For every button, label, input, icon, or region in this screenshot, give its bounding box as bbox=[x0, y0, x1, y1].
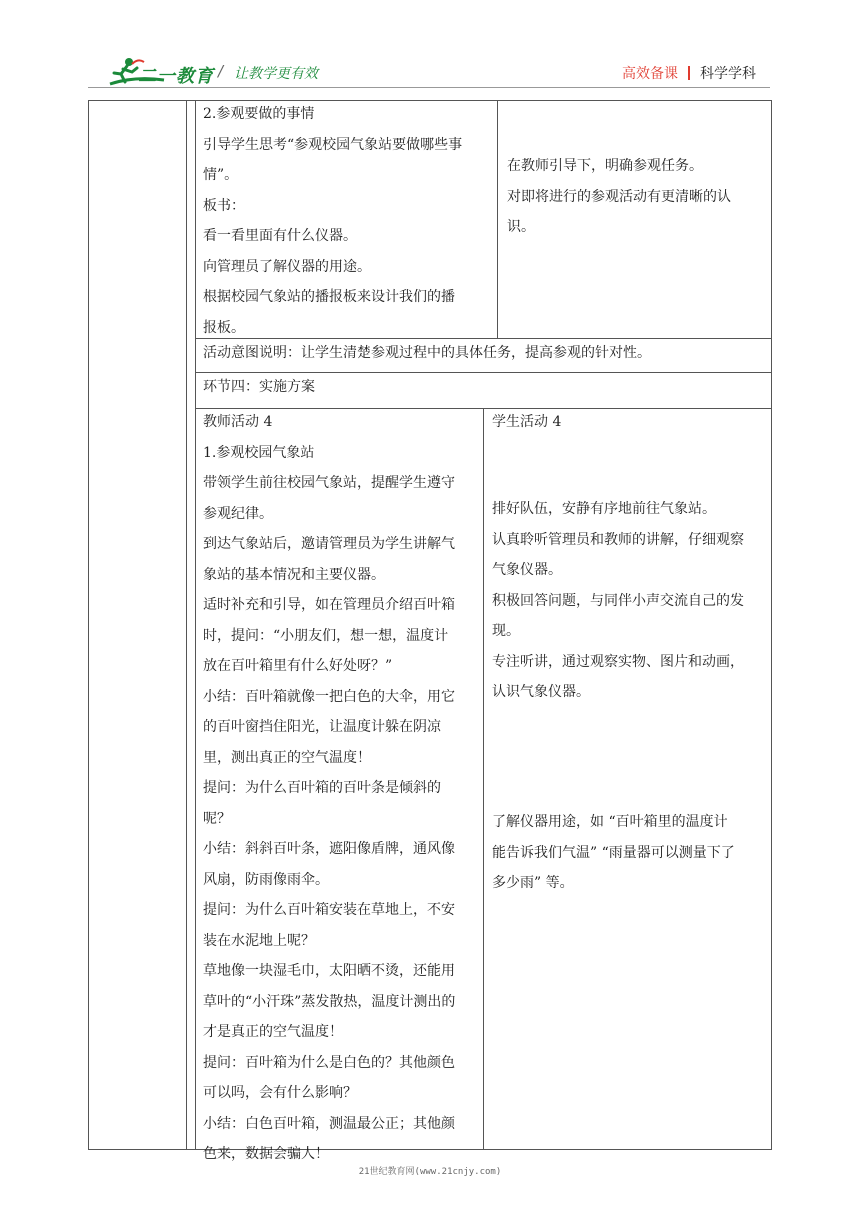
text-line: 引导学生思考“参观校园气象站要做哪些事 bbox=[203, 136, 463, 153]
text-line: 带领学生前往校园气象站，提醒学生遵守 bbox=[203, 475, 455, 491]
block2-student-cell-b bbox=[492, 807, 768, 899]
header-right bbox=[622, 63, 756, 83]
text-line: 小结：白色百叶箱，测温最公正；其他颜 bbox=[203, 1115, 455, 1132]
text-line: 教师活动 4 bbox=[203, 414, 273, 430]
text-line: 才是真正的空气温度！ bbox=[203, 1024, 343, 1040]
text-line: 提问：百叶箱为什么是白色的？其他颜色 bbox=[203, 1054, 455, 1071]
text-line: 放在百叶箱里有什么好处呀？” bbox=[203, 658, 393, 674]
text-line: 小结：百叶箱就像一把白色的大伞，用它 bbox=[203, 688, 455, 705]
block2-col-divider bbox=[483, 408, 484, 1150]
text-line: 情”。 bbox=[203, 167, 239, 183]
text-line: 多少雨” 等。 bbox=[492, 875, 574, 891]
text-line: 看一看里面有什么仪器。 bbox=[203, 228, 357, 244]
block2-student-cell-a bbox=[492, 494, 768, 708]
text-line: 在教师引导下，明确参观任务。 bbox=[507, 158, 703, 174]
text-line: 适时补充和引导，如在管理员介绍百叶箱 bbox=[203, 597, 455, 613]
text-line: 提问：为什么百叶箱安装在草地上，不安 bbox=[203, 902, 455, 918]
block2-teacher-cell bbox=[203, 407, 481, 1170]
text-line: 根据校园气象站的播报板来设计我们的播 bbox=[203, 289, 455, 305]
text-line: 2.参观要做的事情 bbox=[203, 106, 315, 122]
text-line: 排好队伍，安静有序地前往气象站。 bbox=[492, 501, 716, 517]
table-col-divider-2 bbox=[195, 100, 196, 1150]
text-line: 色来，数据会骗人！ bbox=[203, 1146, 329, 1162]
text-line: 到达气象站后，邀请管理员为学生讲解气 bbox=[203, 536, 455, 552]
text-line: 的百叶窗挡住阳光，让温度计躲在阴凉 bbox=[203, 719, 441, 735]
stage-heading bbox=[203, 372, 769, 403]
block1-col-divider bbox=[497, 100, 498, 338]
text-line: 时，提问：“小朋友们，想一想，温度计 bbox=[203, 627, 449, 644]
text-line: 了解仪器用途，如 “百叶箱里的温度计 bbox=[492, 814, 728, 830]
header-category: 高效备课 bbox=[622, 66, 678, 82]
table-col-divider-1 bbox=[186, 100, 187, 1150]
text-line: 报板。 bbox=[203, 319, 245, 336]
page-header bbox=[0, 0, 860, 96]
text-line: 认真聆听管理员和教师的讲解，仔细观察 bbox=[492, 531, 744, 548]
table-border-right bbox=[771, 100, 772, 1150]
page-footer: 21世纪教育网(www.21cnjy.com) bbox=[358, 1167, 502, 1177]
block1-student-cell bbox=[507, 151, 769, 243]
text-line: 小结：斜斜百叶条，遮阳像盾牌，通风像 bbox=[203, 841, 455, 857]
intent-text: 活动意图说明：让学生清楚参观过程中的具体任务，提高参观的针对性。 bbox=[203, 345, 651, 361]
text-line: 参观纪律。 bbox=[203, 505, 273, 522]
text-line: 积极回答问题，与同伴小声交流自己的发 bbox=[492, 592, 744, 609]
text-line: 风扇，防雨像雨伞。 bbox=[203, 871, 329, 888]
header-divider bbox=[688, 66, 690, 80]
student-activity-heading: 学生活动 4 bbox=[492, 414, 562, 430]
text-line: 能告诉我们气温” “雨量器可以测量下了 bbox=[492, 844, 735, 861]
text-line: 气象仪器。 bbox=[492, 562, 562, 578]
text-line: 对即将进行的参观活动有更清晰的认 bbox=[507, 188, 731, 205]
stage-text: 环节四：实施方案 bbox=[203, 379, 315, 395]
text-line: 里，测出真正的空气温度！ bbox=[203, 749, 371, 766]
text-line: 识。 bbox=[507, 219, 535, 235]
text-line: 向管理员了解仪器的用途。 bbox=[203, 258, 371, 275]
text-line: 现。 bbox=[492, 623, 520, 639]
table-border-left bbox=[88, 100, 89, 1150]
text-line: 象站的基本情况和主要仪器。 bbox=[203, 566, 385, 583]
activity-intent bbox=[203, 338, 769, 369]
text-line: 专注听讲，通过观察实物、图片和动画， bbox=[492, 653, 744, 670]
text-line: 1.参观校园气象站 bbox=[203, 444, 315, 461]
header-subject: 科学学科 bbox=[700, 66, 756, 82]
text-line: 草地像一块湿毛巾，太阳晒不烫，还能用 bbox=[203, 963, 455, 979]
text-line: 草叶的“小汗珠”蒸发散热，温度计测出的 bbox=[203, 993, 456, 1010]
text-line: 板书： bbox=[203, 197, 245, 214]
text-line: 可以吗，会有什么影响？ bbox=[203, 1085, 357, 1101]
slogan-separator: / bbox=[218, 62, 224, 80]
slogan: 让教学更有效 bbox=[234, 66, 318, 82]
logo-text: 二一教育 bbox=[138, 66, 214, 87]
text-line: 呢？ bbox=[203, 810, 231, 827]
text-line: 装在水泥地上呢？ bbox=[203, 932, 315, 949]
text-line: 提问：为什么百叶箱的百叶条是倾斜的 bbox=[203, 780, 441, 796]
block1-teacher-cell bbox=[203, 99, 493, 343]
text-line: 认识气象仪器。 bbox=[492, 684, 590, 700]
block2-student-title bbox=[492, 407, 768, 438]
header-rule bbox=[88, 87, 770, 88]
